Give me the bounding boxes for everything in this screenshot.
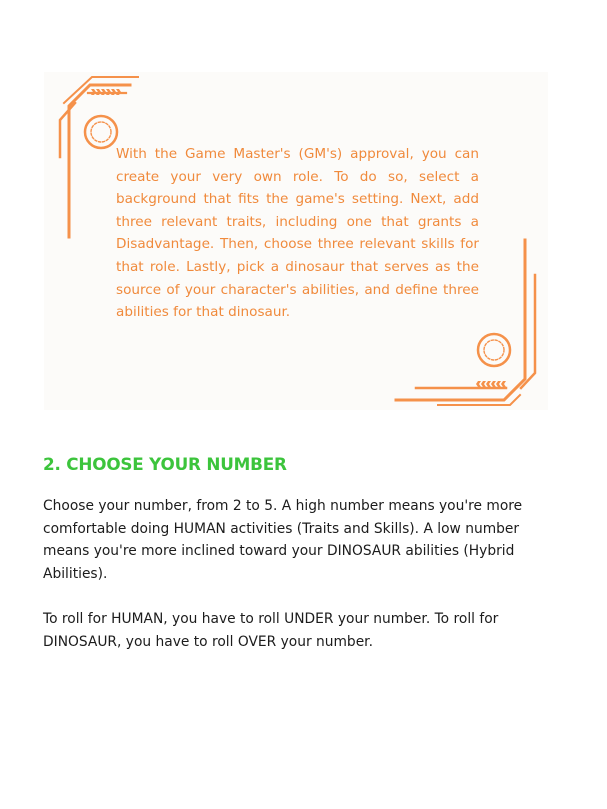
body-paragraph: To roll for HUMAN, you have to roll UNDER your number. To roll for DINOSAUR, you have to roll OVER your number. bbox=[43, 611, 499, 650]
callout-text: With the Game Master's (GM's) approval, you can create your very own role. To do so, select a background that fits the game's setting. Next, add three relevant traits, including one that grants a Disadvantage. Then, choose three relevant skills for that role. Lastly, pick a dinosaur that serves as the source of your character's abilities, and define three abilities for that dinosaur. bbox=[116, 146, 479, 321]
body-paragraph: Choose your number, from 2 to 5. A high number means you're more comfortable doing HUMAN activities (Traits and Skills). A low number means you're more inclined toward your DINOSAUR abilities (Hybrid Abilities). bbox=[43, 498, 523, 582]
section-heading: 2. CHOOSE YOUR NUMBER bbox=[43, 454, 287, 474]
